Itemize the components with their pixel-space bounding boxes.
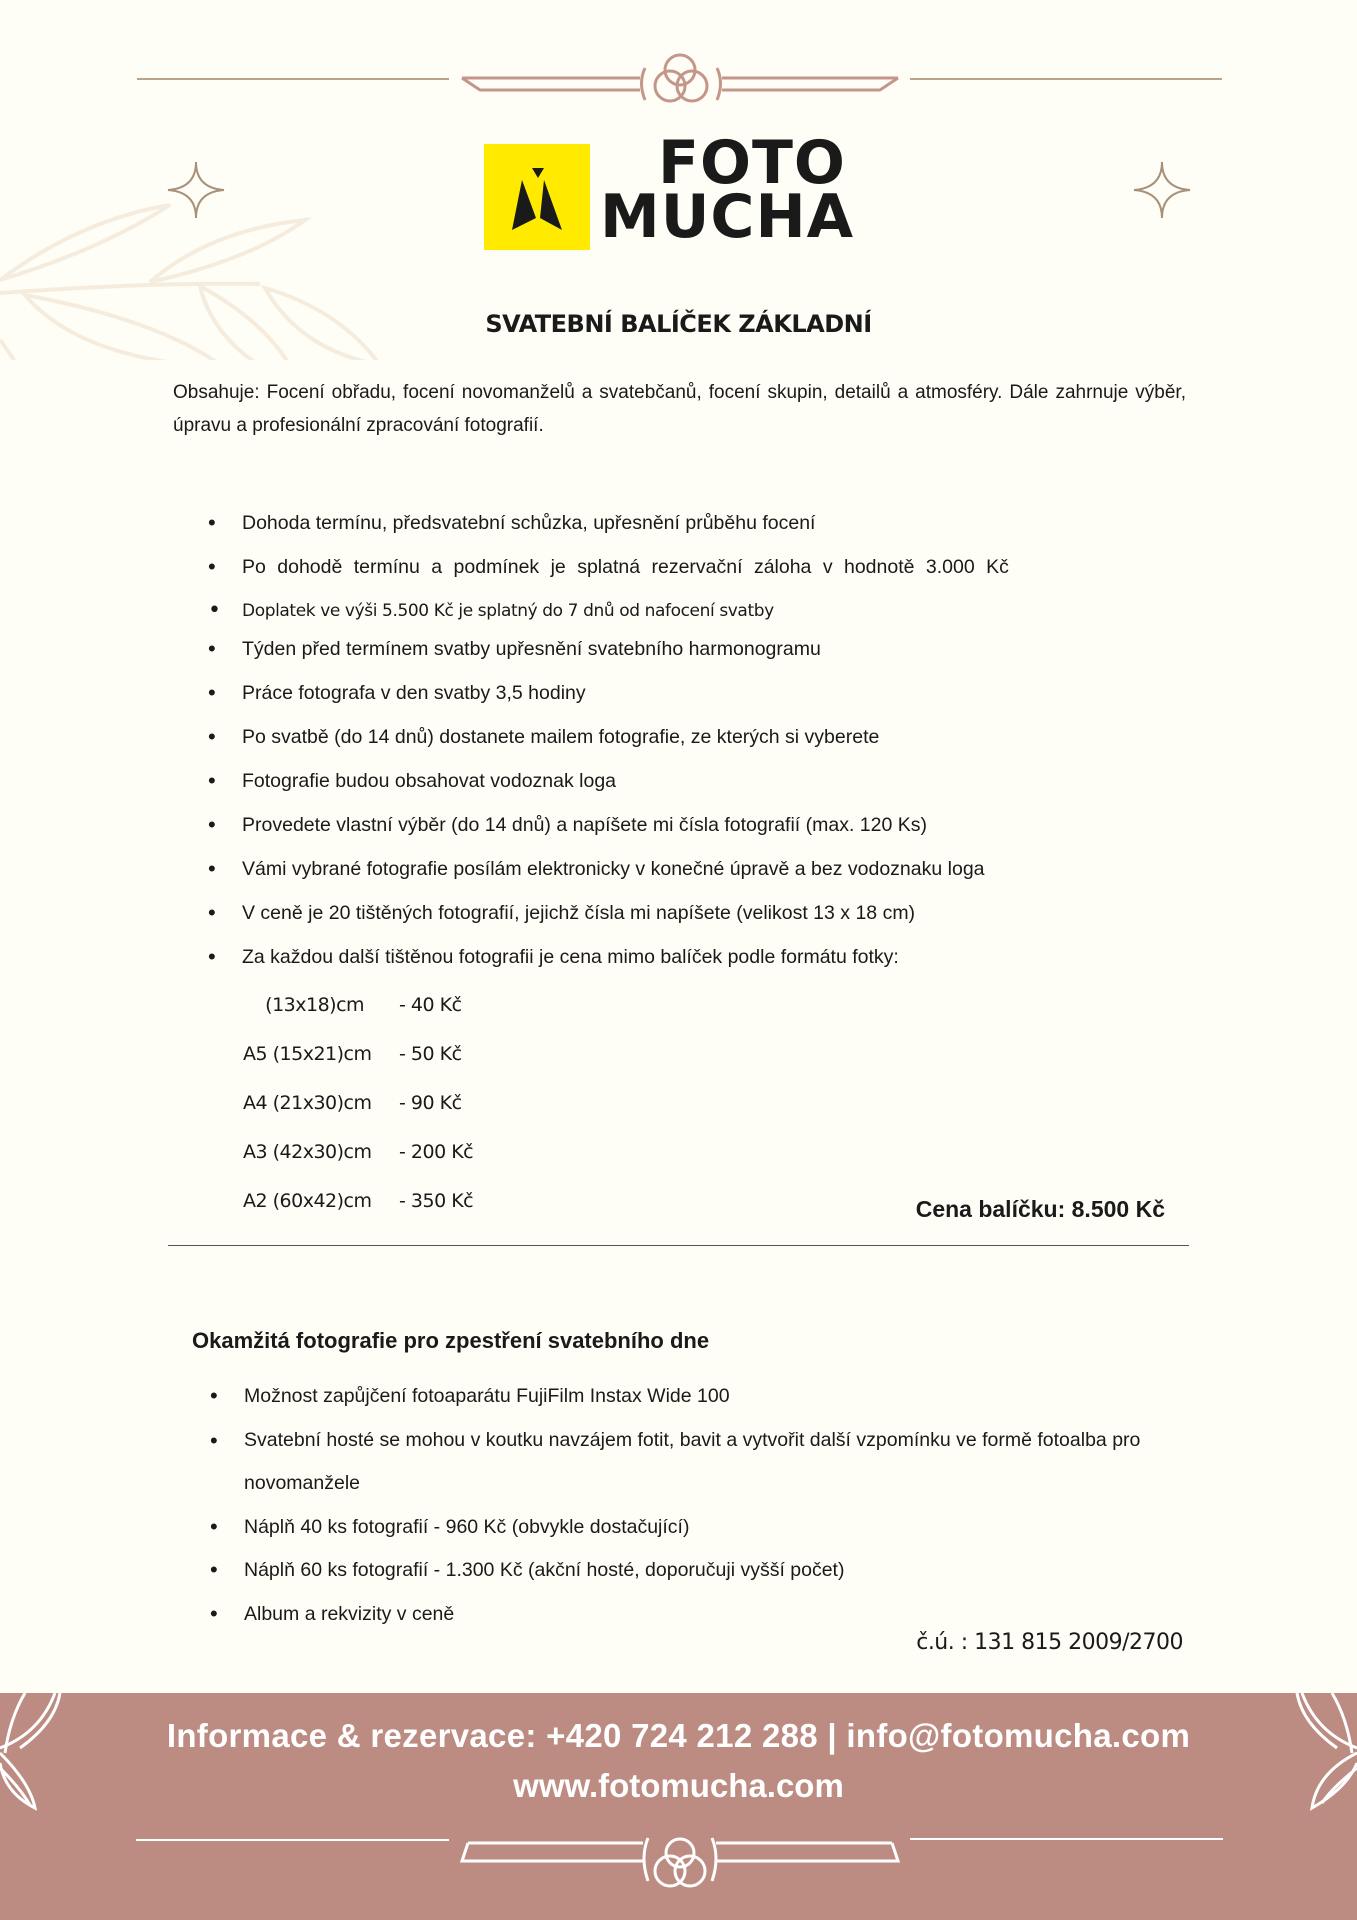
list-item: • Doplatek ve výši 5.500 Kč je splatný do 7 dnů od nafocení svatby [208,597,1009,635]
footer [0,1693,1357,1920]
bank-account: č.ú. : 131 815 2009/2700 [916,1630,1183,1655]
list-item: • Album a rekvizity v ceně [210,1600,1214,1644]
instant-heading: Okamžitá fotografie pro zpestření svatebního dne [192,1328,710,1353]
list-item: • Vámi vybrané fotografie posílám elektronicky v konečné úpravě a bez vodoznaku loga [208,855,1009,899]
list-item: • Možnost zapůjčení fotoaparátu FujiFilm Instax Wide 100 [210,1382,1214,1426]
price-format: A5 (15x21)cm [243,1043,372,1065]
list-item: • Práce fotografa v den svatby 3,5 hodiny [208,679,1009,723]
price-row [243,1190,473,1239]
footer-contact: Informace & rezervace: +420 724 212 288 | info@fotomucha.com [166,1717,1191,1754]
logo-mark [484,144,590,250]
price-format: (13x18)cm [243,994,365,1016]
rings-ornament [460,48,900,108]
sparkle-icon-right [1132,160,1192,220]
price-format: A2 (60x42)cm [243,1190,372,1212]
sparkle-icon-left [166,160,226,220]
list-item: • Provedete vlastní výběr (do 14 dnů) a napíšete mi čísla fotografií (max. 120 Ks) [208,811,1009,855]
page-title: SVATEBNÍ BALÍČEK ZÁKLADNÍ [485,310,872,338]
brand-line2: MUCHA [600,182,855,252]
brand-wordmark [600,128,855,252]
top-divider-right [910,78,1222,80]
footer-divider-left [136,1839,449,1841]
intro-paragraph: Obsahuje: Focení obřadu, focení novomanželů a svatebčanů, focení skupin, detailů a atmosféry. Dále zahrnuje výběr, úpravu a profesionální zpracování fotografií. [173,382,1186,436]
rings-ornament-footer [458,1833,902,1903]
brand-line1: FOTO [658,128,846,198]
list-item: • Týden před termínem svatby upřesnění svatebního harmonogramu [208,635,1009,679]
list-item: • Dohoda termínu, předsvatební schůzka, upřesnění průběhu focení [208,509,1009,553]
list-item: • Po svatbě (do 14 dnů) dostanete mailem fotografie, ze kterých si vyberete [208,723,1009,767]
instant-items-list [210,1382,1214,1643]
price-row [243,1092,473,1141]
price-value: - 50 Kč [399,1043,462,1065]
list-item: • Po dohodě termínu a podmínek je splatná rezervační záloha v hodnotě 3.000 Kč [208,553,1009,597]
footer-divider-right [910,1838,1223,1840]
price-row [243,1043,473,1092]
section-divider [168,1245,1189,1246]
list-item: • Náplň 60 ks fotografií - 1.300 Kč (akční hosté, doporučuji vyšší počet) [210,1556,1214,1600]
price-value: - 90 Kč [399,1092,462,1114]
price-row [243,1141,473,1190]
price-row [243,994,473,1043]
list-item: • Svatební hosté se mohou v koutku navzájem fotit, bavit a vytvořit další vzpomínku ve formě fotoalba pro novomanžele [210,1419,1214,1506]
footer-website[interactable]: www.fotomucha.com [513,1767,844,1804]
list-item: • Za každou další tištěnou fotografii je cena mimo balíček podle formátu fotky: [208,943,1009,987]
bird-icon [484,144,590,250]
price-value: - 350 Kč [399,1190,474,1212]
package-items-list [208,509,1009,987]
package-price: Cena balíčku: 8.500 Kč [915,1196,1165,1222]
price-format: A3 (42x30)cm [243,1141,372,1163]
price-format: A4 (21x30)cm [243,1092,372,1114]
list-item: • Fotografie budou obsahovat vodoznak loga [208,767,1009,811]
list-item: • Náplň 40 ks fotografií - 960 Kč (obvykle dostačující) [210,1513,1214,1557]
price-value: - 40 Kč [399,994,462,1016]
print-price-table [243,994,473,1239]
top-divider-left [137,78,449,80]
list-item: • V ceně je 20 tištěných fotografií, jejichž čísla mi napíšete (velikost 13 x 18 cm) [208,899,1009,943]
price-value: - 200 Kč [399,1141,474,1163]
